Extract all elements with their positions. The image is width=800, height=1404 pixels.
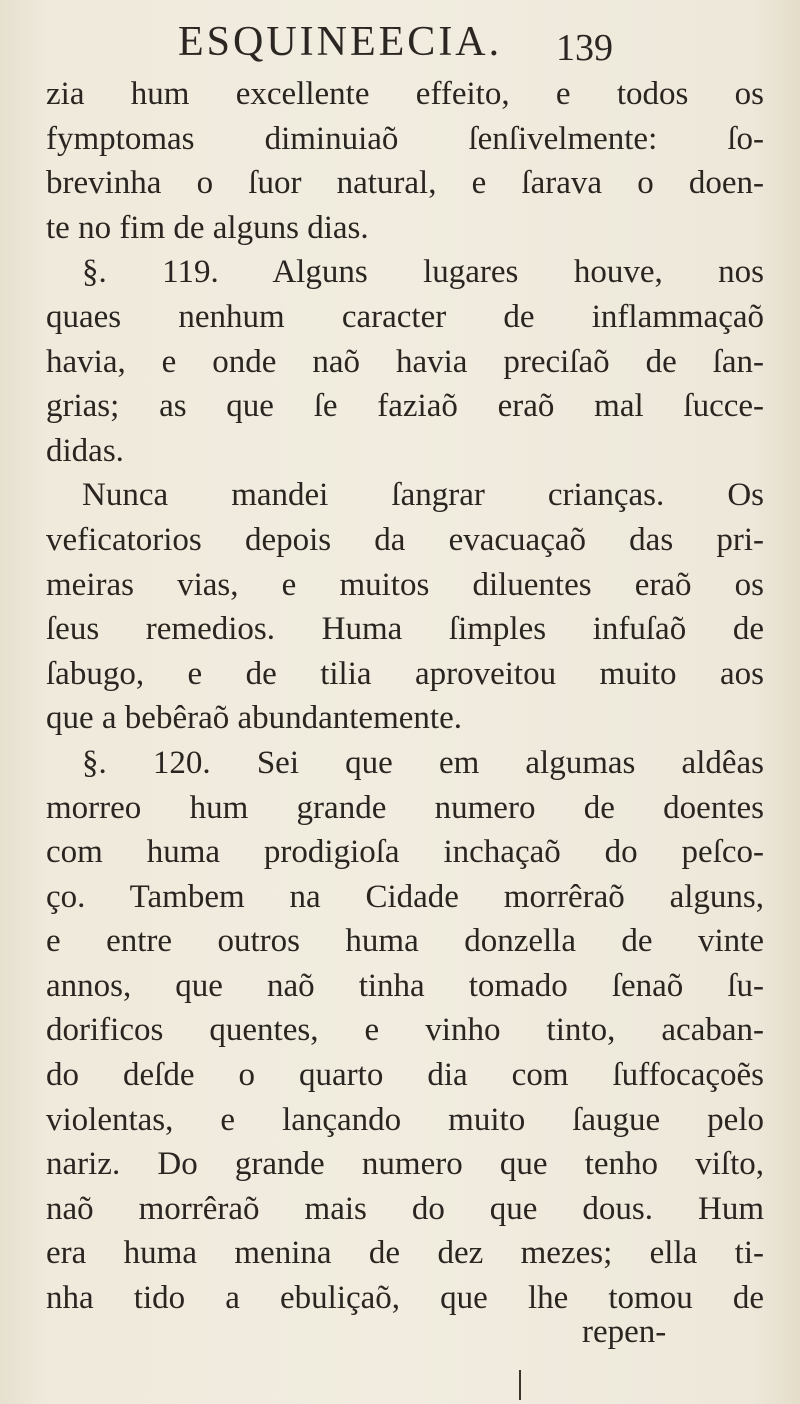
section-119-heading-line: §. 119. Alguns lugares houve, nos: [82, 254, 764, 291]
page-number: 139: [556, 27, 613, 69]
text-line: havia, e onde naõ havia preciſaõ de ſan-: [46, 343, 764, 380]
running-title: ESQUINEECIA.: [178, 19, 503, 65]
text-line: com huma prodigioſa inchaçaõ do peſco-: [46, 834, 764, 871]
text-line: morreo hum grande numero de doentes: [46, 789, 764, 826]
text-line: didas.: [46, 432, 124, 469]
text-line: era huma menina de dez mezes; ella ti-: [46, 1235, 764, 1272]
text-line: violentas, e lançando muito ſaugue pelo: [46, 1101, 764, 1138]
text-line: ço. Tambem na Cidade morrêraõ alguns,: [46, 878, 764, 915]
text-line: grias; as que ſe faziaõ eraõ mal ſucce-: [46, 388, 764, 425]
section-120-heading-line: §. 120. Sei que em algumas aldêas: [82, 744, 764, 781]
body-text: [46, 72, 764, 1321]
text-line: dorificos quentes, e vinho tinto, acaban-: [46, 1012, 764, 1049]
text-line: nha tido a ebuliçaõ, que lhe tomou de: [46, 1280, 764, 1317]
text-line: do deſde o quarto dia com ſuffocaçoẽs: [46, 1057, 764, 1094]
text-line: te no fim de alguns dias.: [46, 209, 369, 246]
text-line: ſabugo, e de tilia aproveitou muito aos: [46, 655, 764, 692]
catchword: repen-: [582, 1314, 667, 1350]
text-line: naõ morrêraõ mais do que dous. Hum: [46, 1190, 764, 1227]
text-line: e entre outros huma donzella de vinte: [46, 923, 764, 960]
page-mark: [519, 1370, 521, 1400]
text-line: que a bebêraõ abundantemente.: [46, 700, 462, 737]
paragraph-start-line: Nunca mandei ſangrar crianças. Os: [82, 477, 764, 514]
text-line: annos, que naõ tinha tomado ſenaõ ſu-: [46, 967, 764, 1004]
text-line: nariz. Do grande numero que tenho viſto,: [46, 1146, 764, 1183]
text-line: zia hum excellente effeito, e todos os: [46, 76, 764, 112]
text-line: fymptomas diminuiaõ ſenſivelmente: ſo-: [46, 120, 764, 157]
text-line: quaes nenhum caracter de inflammaçaõ: [46, 298, 764, 335]
text-line: meiras vias, e muitos diluentes eraõ os: [46, 566, 764, 603]
text-line: brevinha o ſuor natural, e ſarava o doen-: [46, 165, 764, 202]
text-line: ſeus remedios. Huma ſimples infuſaõ de: [46, 611, 764, 648]
page-header: [0, 14, 800, 74]
text-line: veficatorios depois da evacuaçaõ das pri-: [46, 521, 764, 558]
